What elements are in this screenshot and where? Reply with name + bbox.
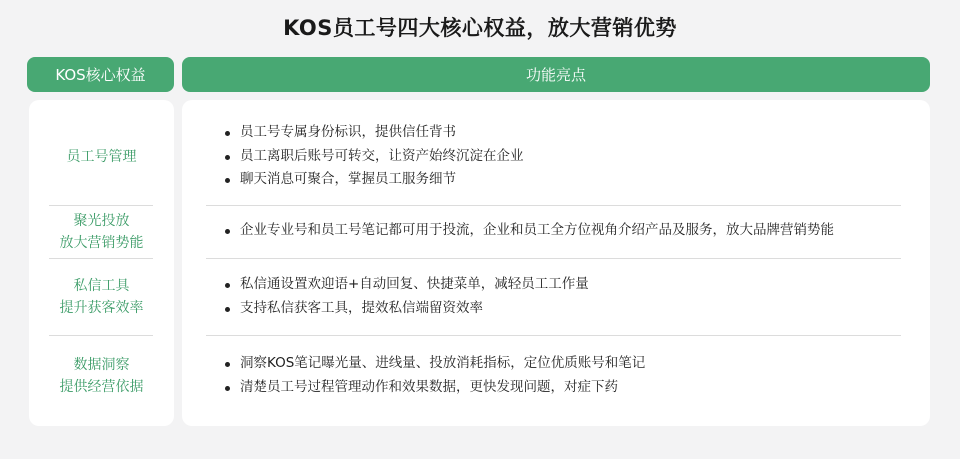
row-label-employee-account [29,133,174,181]
row-bullets-ad-boost [223,219,913,243]
bullet-item: 私信通设置欢迎语+自动回复、快捷菜单，减轻员工工作量 [223,273,913,297]
row-label-ad-boost [29,208,174,256]
header-feature-highlights: 功能亮点 [182,57,930,92]
row-label-line: 数据洞察 [73,357,130,373]
row-bullets-dm-tools [223,273,913,320]
row-label-data-insight [29,352,174,400]
row-divider [206,205,901,206]
row-divider [206,335,901,336]
bullet-item: 支持私信获客工具，提效私信端留资效率 [223,297,913,321]
bullet-item: 员工号专属身份标识，提供信任背书 [223,121,913,145]
bullet-item: 聊天消息可聚合，掌握员工服务细节 [223,168,913,192]
row-divider [206,258,901,259]
header-core-benefits: KOS核心权益 [27,57,174,92]
row-bullets-employee-account [223,121,913,192]
row-label-line: 提供经营依据 [59,379,144,395]
row-divider [49,335,153,336]
row-bullets-data-insight [223,352,913,399]
row-divider [49,258,153,259]
row-label-line: 员工号管理 [66,149,137,165]
page-title: KOS员工号四大核心权益，放大营销优势 [283,16,677,40]
row-label-line: 私信工具 [73,278,130,294]
row-label-line: 聚光投放 [73,213,130,229]
row-divider [49,205,153,206]
row-label-line: 提升获客效率 [59,300,144,316]
bullet-item: 洞察KOS笔记曝光量、进线量、投放消耗指标，定位优质账号和笔记 [223,352,913,376]
bullet-item: 企业专业号和员工号笔记都可用于投流，企业和员工全方位视角介绍产品及服务，放大品牌营销势能 [223,219,913,243]
bullet-item: 清楚员工号过程管理动作和效果数据，更快发现问题，对症下药 [223,376,913,400]
row-label-dm-tools [29,273,174,321]
row-label-line: 放大营销势能 [59,235,144,251]
bullet-item: 员工离职后账号可转交，让资产始终沉淀在企业 [223,145,913,169]
